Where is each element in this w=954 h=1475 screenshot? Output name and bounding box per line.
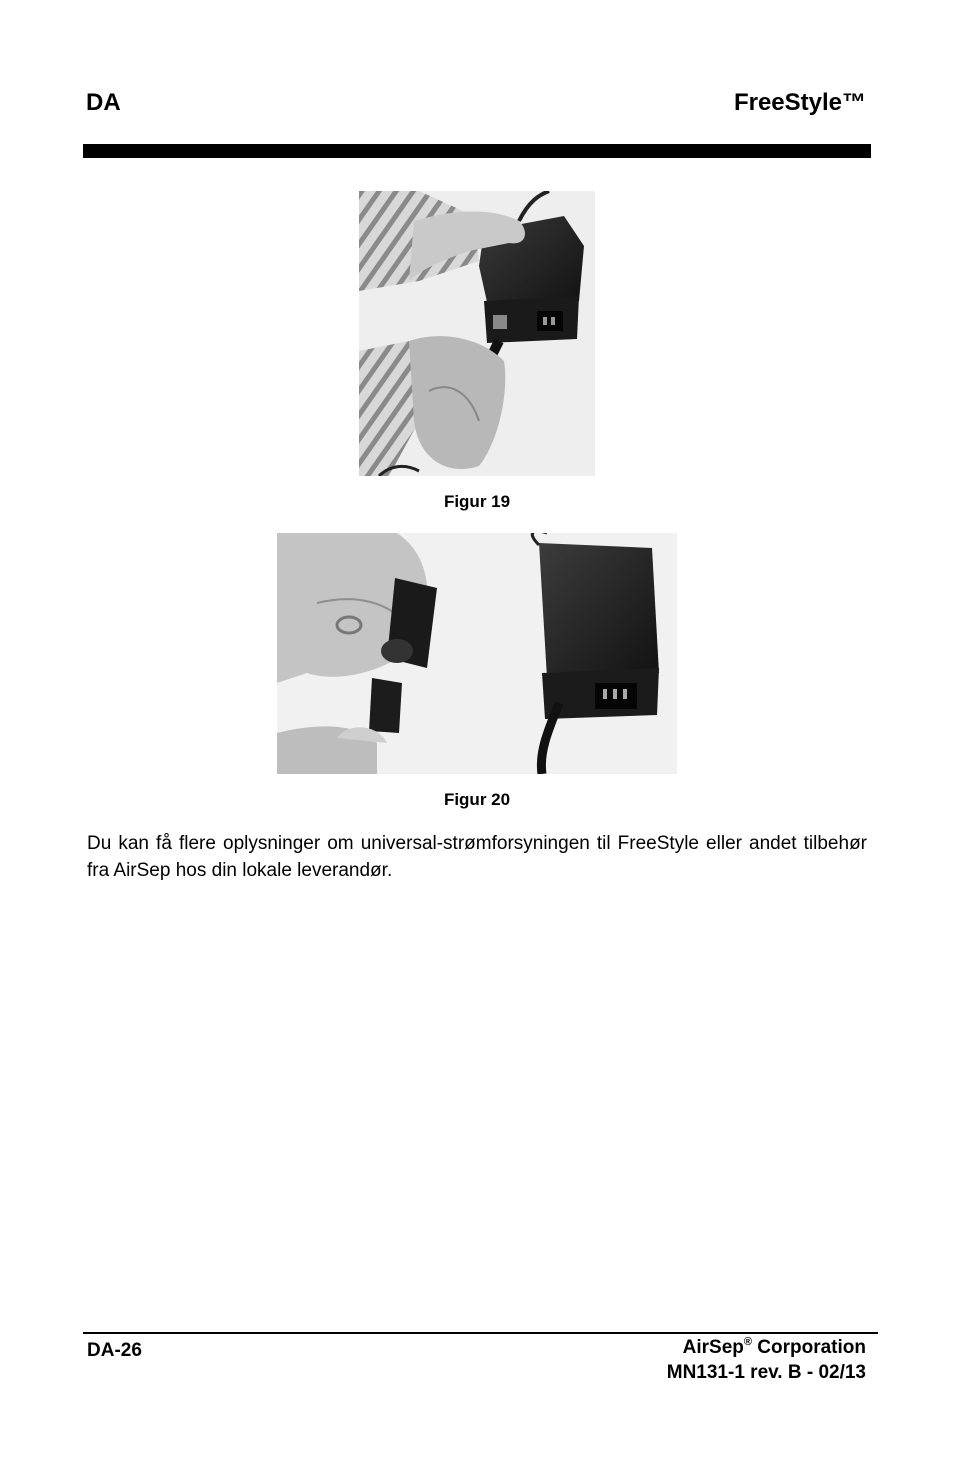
figure-19-caption: Figur 19 — [443, 492, 511, 511]
header-divider — [83, 144, 871, 158]
header-product-title: FreeStyle™ — [733, 89, 866, 116]
footer-divider — [83, 1332, 878, 1334]
document-id: MN131-1 rev. B - 02/13 — [666, 1362, 866, 1383]
company-suffix: Corporation — [752, 1337, 866, 1358]
figure-19-photo — [359, 191, 595, 476]
footer-company — [667, 1335, 866, 1360]
registered-mark: ® — [743, 1336, 752, 1348]
company-name: AirSep — [682, 1337, 744, 1358]
figure-19-illustration — [359, 191, 595, 476]
footer-publisher — [667, 1335, 866, 1385]
figure-20-photo — [277, 533, 677, 774]
header-language: DA — [86, 89, 121, 116]
figure-20-caption: Figur 20 — [443, 790, 511, 809]
figure-20-illustration — [277, 533, 677, 774]
page-number: DA-26 — [87, 1340, 142, 1361]
body-paragraph: Du kan få flere oplysninger om universal-strømforsyningen til FreeStyle eller andet tilbehør fra AirSep hos din lokale leverandør. — [87, 833, 867, 881]
